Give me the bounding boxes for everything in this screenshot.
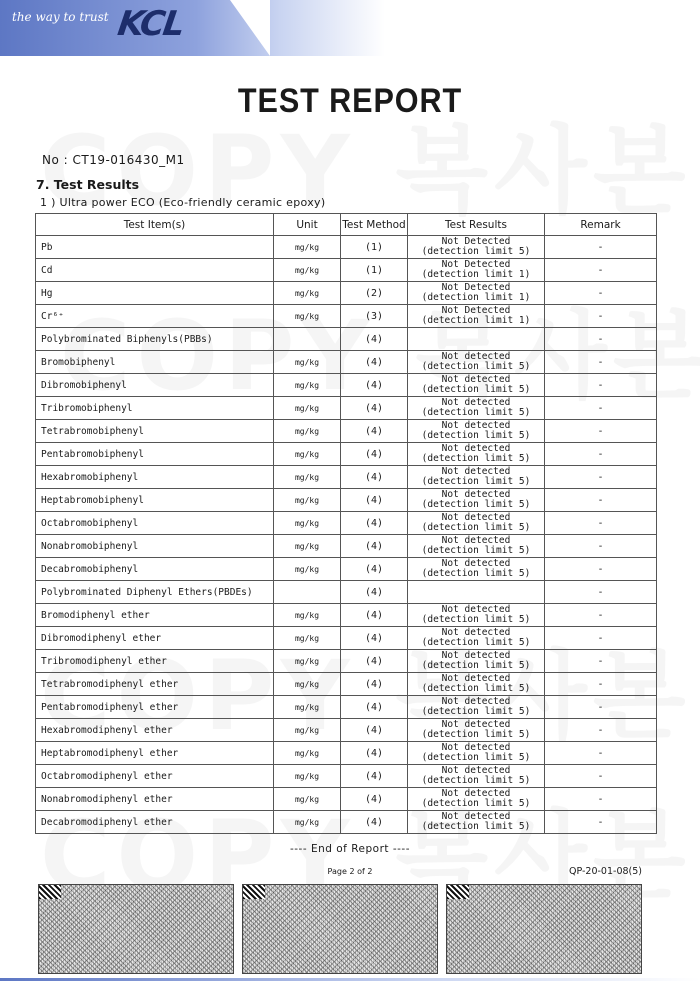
pattern-corner-mark xyxy=(243,885,265,899)
test-result-cell xyxy=(408,627,545,650)
test-item-cell: Cd xyxy=(36,259,274,282)
unit-cell: mg/kg xyxy=(274,397,341,420)
unit-cell: mg/kg xyxy=(274,650,341,673)
test-item-cell: Hexabromodiphenyl ether xyxy=(36,719,274,742)
table-row xyxy=(36,535,657,558)
test-item-cell: Tribromobiphenyl xyxy=(36,397,274,420)
remark-cell: - xyxy=(545,788,657,811)
remark-cell: - xyxy=(545,627,657,650)
test-method-cell: (1) xyxy=(341,259,408,282)
test-method-cell: (4) xyxy=(341,627,408,650)
test-item-cell: Tetrabromobiphenyl xyxy=(36,420,274,443)
remark-cell: - xyxy=(545,581,657,604)
test-result-cell xyxy=(408,581,545,604)
result-detection-limit: (detection limit 5) xyxy=(421,499,531,510)
header-test-method: Test Method xyxy=(341,214,408,236)
result-status: Not detected xyxy=(441,511,511,523)
test-item-cell: Tribromodiphenyl ether xyxy=(36,650,274,673)
unit-cell: mg/kg xyxy=(274,742,341,765)
remark-cell: - xyxy=(545,443,657,466)
remark-cell: - xyxy=(545,259,657,282)
test-method-cell: (4) xyxy=(341,328,408,351)
table-row xyxy=(36,604,657,627)
security-code-pattern xyxy=(446,884,642,974)
unit-cell: mg/kg xyxy=(274,811,341,834)
test-item-cell: Hexabromobiphenyl xyxy=(36,466,274,489)
test-item-cell: Heptabromodiphenyl ether xyxy=(36,742,274,765)
test-item-cell: Octabromodiphenyl ether xyxy=(36,765,274,788)
test-method-cell: (4) xyxy=(341,351,408,374)
test-method-cell: (4) xyxy=(341,811,408,834)
result-status: Not detected xyxy=(441,649,511,661)
test-item-cell: Heptabromobiphenyl xyxy=(36,489,274,512)
unit-cell: mg/kg xyxy=(274,374,341,397)
remark-cell: - xyxy=(545,719,657,742)
result-status: Not detected xyxy=(441,557,511,569)
unit-cell: mg/kg xyxy=(274,535,341,558)
table-row xyxy=(36,696,657,719)
test-method-cell: (4) xyxy=(341,558,408,581)
unit-cell: mg/kg xyxy=(274,466,341,489)
result-detection-limit: (detection limit 1) xyxy=(421,315,531,326)
table-row xyxy=(36,397,657,420)
test-item-cell: Tetrabromodiphenyl ether xyxy=(36,673,274,696)
section-title: 7. Test Results xyxy=(36,177,140,192)
table-row xyxy=(36,742,657,765)
result-status: Not detected xyxy=(441,488,511,500)
test-method-cell: (4) xyxy=(341,696,408,719)
test-method-cell: (4) xyxy=(341,742,408,765)
result-status: Not detected xyxy=(441,373,511,385)
test-result-cell xyxy=(408,466,545,489)
test-item-cell: Nonabromodiphenyl ether xyxy=(36,788,274,811)
test-method-cell: (4) xyxy=(341,443,408,466)
remark-cell: - xyxy=(545,650,657,673)
test-method-cell: (3) xyxy=(341,305,408,328)
unit-cell: mg/kg xyxy=(274,259,341,282)
test-method-cell: (4) xyxy=(341,420,408,443)
result-status: Not Detected xyxy=(441,304,511,316)
result-detection-limit: (detection limit 5) xyxy=(421,729,531,740)
remark-cell: - xyxy=(545,328,657,351)
result-detection-limit: (detection limit 5) xyxy=(421,246,531,257)
unit-cell: mg/kg xyxy=(274,351,341,374)
footer-band xyxy=(0,978,700,981)
table-row xyxy=(36,305,657,328)
table-row xyxy=(36,282,657,305)
result-detection-limit: (detection limit 5) xyxy=(421,430,531,441)
header-remark: Remark xyxy=(545,214,657,236)
sample-title: 1 ) Ultra power ECO (Eco-friendly ceramic epoxy) xyxy=(40,196,326,209)
test-result-cell xyxy=(408,420,545,443)
test-item-cell: Pb xyxy=(36,236,274,259)
result-detection-limit: (detection limit 5) xyxy=(421,522,531,533)
result-status: Not detected xyxy=(441,741,511,753)
test-item-cell: Pentabromobiphenyl xyxy=(36,443,274,466)
unit-cell xyxy=(274,328,341,351)
test-result-cell xyxy=(408,535,545,558)
unit-cell: mg/kg xyxy=(274,604,341,627)
report-number: No : CT19-016430_M1 xyxy=(42,153,185,167)
test-result-cell xyxy=(408,489,545,512)
remark-cell: - xyxy=(545,351,657,374)
unit-cell: mg/kg xyxy=(274,512,341,535)
table-row xyxy=(36,673,657,696)
test-result-cell xyxy=(408,604,545,627)
test-item-cell: Decabromodiphenyl ether xyxy=(36,811,274,834)
table-row xyxy=(36,489,657,512)
header-band-cut xyxy=(230,0,270,56)
remark-cell: - xyxy=(545,374,657,397)
test-result-cell xyxy=(408,236,545,259)
unit-cell: mg/kg xyxy=(274,696,341,719)
test-result-cell xyxy=(408,696,545,719)
test-method-cell: (4) xyxy=(341,489,408,512)
test-result-cell xyxy=(408,650,545,673)
test-item-cell: Bromobiphenyl xyxy=(36,351,274,374)
result-status: Not detected xyxy=(441,419,511,431)
remark-cell: - xyxy=(545,305,657,328)
header-unit: Unit xyxy=(274,214,341,236)
result-status: Not detected xyxy=(441,695,511,707)
table-header-row xyxy=(36,214,657,236)
test-result-cell xyxy=(408,811,545,834)
unit-cell: mg/kg xyxy=(274,627,341,650)
remark-cell: - xyxy=(545,535,657,558)
test-item-cell: Dibromobiphenyl xyxy=(36,374,274,397)
remark-cell: - xyxy=(545,673,657,696)
result-status: Not Detected xyxy=(441,235,511,247)
test-item-cell: Dibromodiphenyl ether xyxy=(36,627,274,650)
table-row xyxy=(36,420,657,443)
result-status: Not detected xyxy=(441,626,511,638)
unit-cell: mg/kg xyxy=(274,305,341,328)
unit-cell: mg/kg xyxy=(274,489,341,512)
table-row xyxy=(36,558,657,581)
test-method-cell: (1) xyxy=(341,236,408,259)
test-method-cell: (4) xyxy=(341,535,408,558)
test-result-cell xyxy=(408,765,545,788)
remark-cell: - xyxy=(545,420,657,443)
unit-cell: mg/kg xyxy=(274,788,341,811)
test-item-cell: Decabromobiphenyl xyxy=(36,558,274,581)
test-item-cell: Nonabromobiphenyl xyxy=(36,535,274,558)
table-row xyxy=(36,765,657,788)
unit-cell: mg/kg xyxy=(274,558,341,581)
remark-cell: - xyxy=(545,489,657,512)
remark-cell: - xyxy=(545,512,657,535)
result-status: Not detected xyxy=(441,534,511,546)
result-detection-limit: (detection limit 5) xyxy=(421,407,531,418)
table-row xyxy=(36,581,657,604)
result-status: Not detected xyxy=(441,787,511,799)
test-result-cell xyxy=(408,512,545,535)
table-row xyxy=(36,236,657,259)
remark-cell: - xyxy=(545,558,657,581)
test-item-cell: Octabromobiphenyl xyxy=(36,512,274,535)
test-item-cell: Polybrominated Diphenyl Ethers(PBDEs) xyxy=(36,581,274,604)
pattern-corner-mark xyxy=(447,885,469,899)
remark-cell: - xyxy=(545,604,657,627)
table-row xyxy=(36,811,657,834)
result-detection-limit: (detection limit 5) xyxy=(421,775,531,786)
result-status: Not detected xyxy=(441,672,511,684)
brand-logo: KCL xyxy=(115,4,186,44)
result-status: Not detected xyxy=(441,810,511,822)
result-status: Not detected xyxy=(441,442,511,454)
test-method-cell: (4) xyxy=(341,512,408,535)
result-status: Not detected xyxy=(441,764,511,776)
unit-cell: mg/kg xyxy=(274,236,341,259)
test-method-cell: (4) xyxy=(341,788,408,811)
test-result-cell xyxy=(408,351,545,374)
result-detection-limit: (detection limit 5) xyxy=(421,568,531,579)
page-title: TEST REPORT xyxy=(237,82,463,120)
brand-tagline: the way to trust xyxy=(12,10,109,24)
test-item-cell: Hg xyxy=(36,282,274,305)
test-result-cell xyxy=(408,788,545,811)
page-number: Page 2 of 2 xyxy=(327,867,373,876)
result-detection-limit: (detection limit 5) xyxy=(421,545,531,556)
test-result-cell xyxy=(408,305,545,328)
header-band xyxy=(0,0,700,56)
test-method-cell: (4) xyxy=(341,581,408,604)
table-row xyxy=(36,788,657,811)
form-code: QP-20-01-08(5) xyxy=(568,866,642,877)
remark-cell: - xyxy=(545,282,657,305)
result-status: Not detected xyxy=(441,465,511,477)
result-detection-limit: (detection limit 5) xyxy=(421,752,531,763)
result-detection-limit: (detection limit 5) xyxy=(421,683,531,694)
test-method-cell: (2) xyxy=(341,282,408,305)
test-result-cell xyxy=(408,742,545,765)
table-row xyxy=(36,650,657,673)
header-test-results: Test Results xyxy=(408,214,545,236)
result-status: Not detected xyxy=(441,718,511,730)
remark-cell: - xyxy=(545,397,657,420)
unit-cell: mg/kg xyxy=(274,719,341,742)
result-status: Not detected xyxy=(441,396,511,408)
unit-cell: mg/kg xyxy=(274,443,341,466)
table-row xyxy=(36,328,657,351)
remark-cell: - xyxy=(545,466,657,489)
test-method-cell: (4) xyxy=(341,719,408,742)
unit-cell xyxy=(274,581,341,604)
test-method-cell: (4) xyxy=(341,374,408,397)
table-row xyxy=(36,374,657,397)
result-detection-limit: (detection limit 1) xyxy=(421,292,531,303)
test-method-cell: (4) xyxy=(341,673,408,696)
result-detection-limit: (detection limit 5) xyxy=(421,821,531,832)
test-result-cell xyxy=(408,374,545,397)
test-result-cell xyxy=(408,282,545,305)
result-status: Not detected xyxy=(441,603,511,615)
results-table xyxy=(35,213,657,834)
results-body xyxy=(36,236,657,834)
pattern-corner-mark xyxy=(39,885,61,899)
test-result-cell xyxy=(408,397,545,420)
test-method-cell: (4) xyxy=(341,765,408,788)
test-item-cell: Pentabromodiphenyl ether xyxy=(36,696,274,719)
result-status: Not Detected xyxy=(441,281,511,293)
table-row xyxy=(36,443,657,466)
test-item-cell: Bromodiphenyl ether xyxy=(36,604,274,627)
result-detection-limit: (detection limit 5) xyxy=(421,614,531,625)
result-status: Not detected xyxy=(441,350,511,362)
unit-cell: mg/kg xyxy=(274,673,341,696)
test-item-cell: Polybrominated Biphenyls(PBBs) xyxy=(36,328,274,351)
test-method-cell: (4) xyxy=(341,650,408,673)
result-detection-limit: (detection limit 5) xyxy=(421,798,531,809)
remark-cell: - xyxy=(545,811,657,834)
remark-cell: - xyxy=(545,236,657,259)
table-row xyxy=(36,466,657,489)
test-result-cell xyxy=(408,719,545,742)
result-detection-limit: (detection limit 5) xyxy=(421,453,531,464)
test-method-cell: (4) xyxy=(341,604,408,627)
result-detection-limit: (detection limit 5) xyxy=(421,361,531,372)
security-code-pattern xyxy=(242,884,438,974)
table-row xyxy=(36,512,657,535)
result-detection-limit: (detection limit 5) xyxy=(421,637,531,648)
security-code-pattern xyxy=(38,884,234,974)
test-method-cell: (4) xyxy=(341,397,408,420)
remark-cell: - xyxy=(545,742,657,765)
result-detection-limit: (detection limit 1) xyxy=(421,269,531,280)
remark-cell: - xyxy=(545,696,657,719)
unit-cell: mg/kg xyxy=(274,420,341,443)
test-result-cell xyxy=(408,443,545,466)
header-test-item: Test Item(s) xyxy=(36,214,274,236)
test-method-cell: (4) xyxy=(341,466,408,489)
test-result-cell xyxy=(408,558,545,581)
table-row xyxy=(36,259,657,282)
result-detection-limit: (detection limit 5) xyxy=(421,384,531,395)
test-result-cell xyxy=(408,328,545,351)
table-row xyxy=(36,351,657,374)
table-row xyxy=(36,719,657,742)
end-of-report: ---- End of Report ---- xyxy=(289,843,411,855)
result-detection-limit: (detection limit 5) xyxy=(421,476,531,487)
table-row xyxy=(36,627,657,650)
test-item-cell: Cr⁶⁺ xyxy=(36,305,274,328)
test-result-cell xyxy=(408,259,545,282)
unit-cell: mg/kg xyxy=(274,765,341,788)
result-detection-limit: (detection limit 5) xyxy=(421,660,531,671)
result-detection-limit: (detection limit 5) xyxy=(421,706,531,717)
result-status: Not Detected xyxy=(441,258,511,270)
unit-cell: mg/kg xyxy=(274,282,341,305)
test-result-cell xyxy=(408,673,545,696)
remark-cell: - xyxy=(545,765,657,788)
